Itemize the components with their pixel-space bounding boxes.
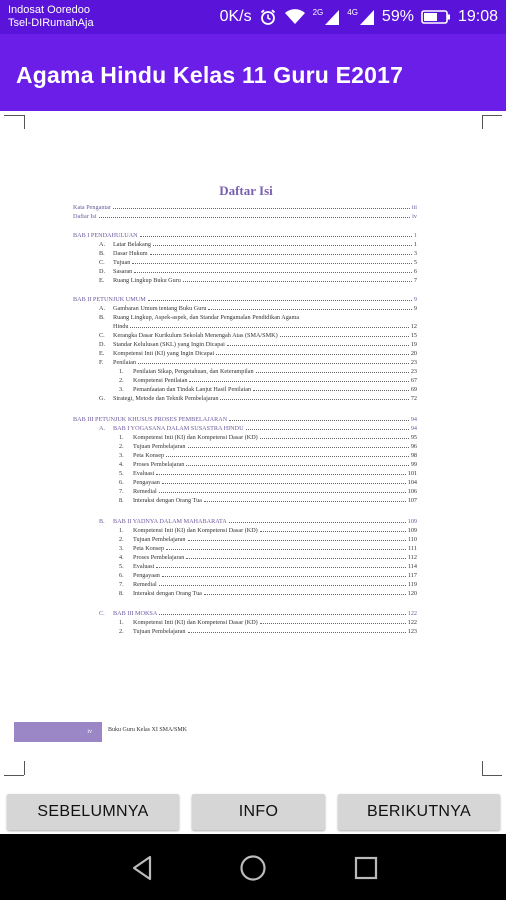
toc-entry-page: 112 <box>407 554 417 561</box>
crop-mark <box>24 761 25 775</box>
toc-entry-page: 23 <box>410 359 417 366</box>
toc-entry-label: BAB III PETUNJUK KHUSUS PROSES PEMBELAJARAN <box>73 416 228 423</box>
toc-leader-dots <box>159 492 406 493</box>
toc-entry-label: Kompetensi Penilaian <box>133 377 188 384</box>
signal-4g-label: 4G <box>347 8 358 17</box>
toc-entry-number: 1. <box>119 434 124 441</box>
toc-entry-page: 20 <box>410 350 417 357</box>
toc-entry-page: 106 <box>407 488 417 495</box>
toc-entry-page: 119 <box>407 581 417 588</box>
status-icons <box>220 0 498 34</box>
bottom-button-bar <box>0 790 506 834</box>
toc-entry-number: 3. <box>119 545 124 552</box>
toc-leader-dots <box>99 217 411 218</box>
toc-leader-dots <box>229 420 409 421</box>
toc-entry-page: 117 <box>407 572 417 579</box>
toc-entry-label: Kompetensi Inti (KI) dan Kompetensi Dasar (KD) <box>133 434 258 441</box>
info-button[interactable]: INFO <box>192 794 325 830</box>
toc-entry-label: Penilaian Sikap, Pengetahuan, dan Keterampilan <box>133 368 254 375</box>
toc-entry-label: Proses Pembelajaran <box>133 461 185 468</box>
signal-2g-label: 2G <box>312 8 324 17</box>
toc-entry-number: F. <box>99 359 104 366</box>
toc-leader-dots <box>113 208 410 209</box>
toc-entry-page: 7 <box>413 277 417 284</box>
toc-entry-number: 2. <box>119 628 124 635</box>
signal-icon-4g <box>347 8 375 26</box>
toc-entry-page: 1 <box>413 232 417 239</box>
toc-entry-label: Sasaran <box>113 268 133 275</box>
toc-leader-dots <box>220 399 408 400</box>
app-bar <box>0 34 506 111</box>
footer-text: Buku Guru Kelas XI SMA/SMK <box>108 727 188 733</box>
toc-entry-number: E. <box>99 350 105 357</box>
toc-leader-dots <box>253 390 409 391</box>
toc-entry-label: Daftar Isi <box>73 213 97 220</box>
toc-entry-number: 8. <box>119 590 124 597</box>
toc-entry-number: 1. <box>119 368 124 375</box>
toc-leader-dots <box>256 372 409 373</box>
toc-entry-number: 6. <box>119 479 124 486</box>
toc-entry-page: 111 <box>408 545 417 552</box>
toc-entry-label: Gambaran Umum tentang Buku Guru <box>113 305 207 312</box>
toc-entry-number: 5. <box>119 563 124 570</box>
toc-entry-label: Remedial <box>133 488 157 495</box>
toc-entry-number: 7. <box>119 581 124 588</box>
toc-entry-label: Penilaian <box>113 359 137 366</box>
toc-entry-label: Remedial <box>133 581 157 588</box>
toc-leader-dots <box>260 438 409 439</box>
toc-entry-label: Evaluasi <box>133 470 155 477</box>
carrier-line-2: Tsel-DIRumahAja <box>8 17 94 29</box>
toc-entry-label: Kerangka Dasar Kurikulum Sekolah Menengah Atas (SMA/SMK) <box>113 332 278 339</box>
crop-mark <box>482 761 483 775</box>
toc-leader-dots <box>260 531 406 532</box>
toc-entry-number: 2. <box>119 443 124 450</box>
toc-entry-page: 114 <box>407 563 417 570</box>
crop-mark <box>4 115 24 116</box>
carrier-line-1: Indosat Ooredoo <box>8 4 90 16</box>
toc-entry-page: 67 <box>410 377 417 384</box>
toc-leader-dots <box>162 483 406 484</box>
battery-percent: 59% <box>381 8 414 25</box>
toc-entry-number: 2. <box>119 377 124 384</box>
toc-entry-page: 110 <box>407 536 417 543</box>
toc-entry-page: 23 <box>410 368 417 375</box>
toc-heading: Daftar Isi <box>219 183 273 198</box>
signal-icon-2g <box>313 8 341 26</box>
toc-entry-page: 9 <box>413 296 417 303</box>
toc-entry <box>73 210 417 220</box>
toc-entry-page: 6 <box>413 268 417 275</box>
toc-leader-dots <box>204 594 406 595</box>
toc-leader-dots <box>246 429 409 430</box>
toc-entry-page: 1 <box>413 241 417 248</box>
toc-entry-label: Kompetensi Inti (KI) dan Kompetensi Dasar (KD) <box>133 527 258 534</box>
toc-entry-label: BAB I YOGASANA DALAM SUSASTRA HINDU <box>113 425 244 432</box>
toc-entry-number: A. <box>99 305 106 312</box>
back-icon[interactable] <box>124 850 160 886</box>
toc-entry-number: 4. <box>119 554 124 561</box>
toc-entry-page: 122 <box>407 619 417 626</box>
toc-entry-number: 8. <box>119 497 124 504</box>
toc-leader-dots <box>162 576 406 577</box>
toc-entry-label: Peta Konsep <box>133 545 165 552</box>
toc-entry-label: Tujuan Pembelajaran <box>133 536 186 543</box>
toc-leader-dots <box>188 447 409 448</box>
toc-entry-page: iii <box>411 204 417 211</box>
toc-entry-label: Peta Konsep <box>133 452 165 459</box>
toc-entry-label: Pengayaan <box>133 479 160 486</box>
toc-entry-page: 101 <box>407 470 417 477</box>
toc-leader-dots <box>140 236 412 237</box>
page-footer-bar <box>14 722 102 742</box>
toc-entry-label: Proses Pembelajaran <box>133 554 185 561</box>
toc-leader-dots <box>189 381 408 382</box>
status-bar <box>0 0 506 34</box>
toc-entry-page: 5 <box>413 259 417 266</box>
toc-entry-number: C. <box>99 332 105 339</box>
toc-entry-number: 2. <box>119 536 124 543</box>
toc-entry-page: 122 <box>407 610 417 617</box>
crop-mark <box>24 115 25 129</box>
app-title: Agama Hindu Kelas 11 Guru E2017 <box>16 62 404 88</box>
network-speed: 0K/s <box>219 8 252 25</box>
toc-leader-dots <box>204 501 406 502</box>
toc-entry-label: Interaksi dengan Orang Tua <box>133 497 202 504</box>
toc-entry-label: Kata Pengantar <box>73 204 111 211</box>
toc-leader-dots <box>280 336 409 337</box>
toc-entry-page: 109 <box>407 527 417 534</box>
toc-entry-number: E. <box>99 277 105 284</box>
toc-entry-page: 19 <box>410 341 417 348</box>
toc-entry-label: BAB III MOKSA <box>113 610 158 617</box>
home-icon[interactable] <box>235 850 271 886</box>
toc-leader-dots <box>134 272 412 273</box>
toc-leader-dots <box>183 281 412 282</box>
toc-entry-page: iv <box>412 213 417 220</box>
toc-entry-number: 3. <box>119 452 124 459</box>
toc-entry-number: D. <box>99 341 106 348</box>
toc-entry-label: Kompetensi Inti (KI) dan Kompetensi Dasar (KD) <box>133 619 258 626</box>
toc-entry-number: 1. <box>119 527 124 534</box>
toc-leader-dots <box>130 327 408 328</box>
toc-leader-dots <box>216 354 409 355</box>
toc-leader-dots <box>188 540 406 541</box>
toc-entry-page: 107 <box>407 497 417 504</box>
toc-entry <box>99 392 417 402</box>
toc-entry-number: B. <box>99 314 105 321</box>
toc-entry-page: 123 <box>407 628 417 635</box>
toc-entry-label: Strategi, Metode dan Teknik Pembelajaran <box>113 395 219 402</box>
battery-icon <box>421 9 451 25</box>
pdf-viewer[interactable] <box>0 111 506 790</box>
toc-entry <box>99 274 417 284</box>
toc-entry-page: 12 <box>410 323 417 330</box>
toc-entry-page: 96 <box>410 443 417 450</box>
toc-entry-number: A. <box>99 425 106 432</box>
toc-leader-dots <box>150 254 412 255</box>
crop-mark <box>4 775 24 776</box>
toc-entry-label: BAB I PENDAHULUAN <box>73 232 138 239</box>
toc-entry-label: Pemanfaatan dan Tindak Lanjut Hasil Penilaian <box>133 386 252 393</box>
toc-entry <box>119 587 417 597</box>
toc-entry-label: Ruang Lingkup, Aspek-aspek, dan Standar Pengamalan Pendidikan Agama <box>113 314 300 321</box>
toc-entry-page: 99 <box>410 461 417 468</box>
crop-mark <box>482 115 483 129</box>
toc-entry-label: Pengayaan <box>133 572 160 579</box>
toc-entry-number: 7. <box>119 488 124 495</box>
toc-entry-number: 6. <box>119 572 124 579</box>
toc-leader-dots <box>227 345 409 346</box>
toc-entry-label: Latar Belakang <box>113 241 151 248</box>
toc-leader-dots <box>159 585 406 586</box>
toc-leader-dots <box>153 245 412 246</box>
toc-entry-label: BAB II YADNYA DALAM MAHABARATA <box>113 518 227 525</box>
toc-entry <box>119 625 417 635</box>
toc-entry-number: D. <box>99 268 106 275</box>
toc-entry-page: 3 <box>413 250 417 257</box>
toc-entry-label: Hindu <box>113 323 129 330</box>
toc-leader-dots <box>166 456 409 457</box>
toc-entry-number: A. <box>99 241 106 248</box>
toc-entry <box>119 494 417 504</box>
toc-entry-label: Evaluasi <box>133 563 155 570</box>
toc-leader-dots <box>132 263 412 264</box>
footer-page-number: iv <box>87 729 92 735</box>
toc-entry-page: 120 <box>407 590 417 597</box>
toc-entry-page: 95 <box>410 434 417 441</box>
toc-leader-dots <box>156 567 406 568</box>
toc-leader-dots <box>138 363 409 364</box>
toc-entry-page: 69 <box>410 386 417 393</box>
toc-leader-dots <box>208 309 411 310</box>
previous-button[interactable]: SEBELUMNYA <box>7 794 179 830</box>
toc-entry-label: Interaksi dengan Orang Tua <box>133 590 202 597</box>
toc-entry-page: 72 <box>410 395 417 402</box>
toc-entry-label: Standar Kelulusan (SKL) yang Ingin Dicapai <box>113 341 225 348</box>
toc-leader-dots <box>148 300 412 301</box>
toc-entry-number: B. <box>99 518 105 525</box>
toc-entry-number: G. <box>99 395 106 402</box>
toc-entry-page: 98 <box>410 452 417 459</box>
document-page <box>73 179 419 779</box>
toc-entry-label: Tujuan Pembelajaran <box>133 443 186 450</box>
toc-leader-dots <box>229 522 406 523</box>
alarm-icon <box>259 8 277 26</box>
toc-leader-dots <box>186 465 408 466</box>
toc-entry-number: 5. <box>119 470 124 477</box>
toc-entry-page: 9 <box>413 305 417 312</box>
toc-entry-page: 94 <box>410 416 417 423</box>
toc-entry-label: Ruang Lingkup Buku Guru <box>113 277 181 284</box>
toc-leader-dots <box>186 558 406 559</box>
toc-leader-dots <box>156 474 405 475</box>
toc-leader-dots <box>260 623 406 624</box>
carrier-info <box>8 4 94 30</box>
toc-entry-number: 4. <box>119 461 124 468</box>
toc-leader-dots <box>159 614 405 615</box>
toc-entry-page: 109 <box>407 518 417 525</box>
toc-entry-number: 3. <box>119 386 124 393</box>
crop-mark <box>482 115 502 116</box>
toc-entry-label: Tujuan Pembelajaran <box>133 628 186 635</box>
toc-entry-label: Dasar Hukum <box>113 250 148 257</box>
recents-icon[interactable] <box>348 850 384 886</box>
toc-entry-label: Tujuan <box>113 259 131 266</box>
toc-entry-page: 15 <box>410 332 417 339</box>
system-nav-bar <box>0 834 506 900</box>
clock: 19:08 <box>457 8 498 25</box>
wifi-icon <box>284 8 306 26</box>
toc-entry-page: 104 <box>407 479 417 486</box>
toc-entry-label: BAB II PETUNJUK UMUM <box>73 296 146 303</box>
toc-leader-dots <box>166 549 406 550</box>
toc-entry-number: C. <box>99 610 105 617</box>
next-button[interactable]: BERIKUTNYA <box>338 794 500 830</box>
crop-mark <box>482 775 502 776</box>
toc-entry-number: C. <box>99 259 105 266</box>
toc-entry-label: Kompetensi Inti (KI) yang Ingin Dicapai <box>113 350 215 357</box>
toc-leader-dots <box>188 632 406 633</box>
toc-entry-page: 94 <box>410 425 417 432</box>
toc-entry-number: B. <box>99 250 105 257</box>
toc-entry-number: 1. <box>119 619 124 626</box>
